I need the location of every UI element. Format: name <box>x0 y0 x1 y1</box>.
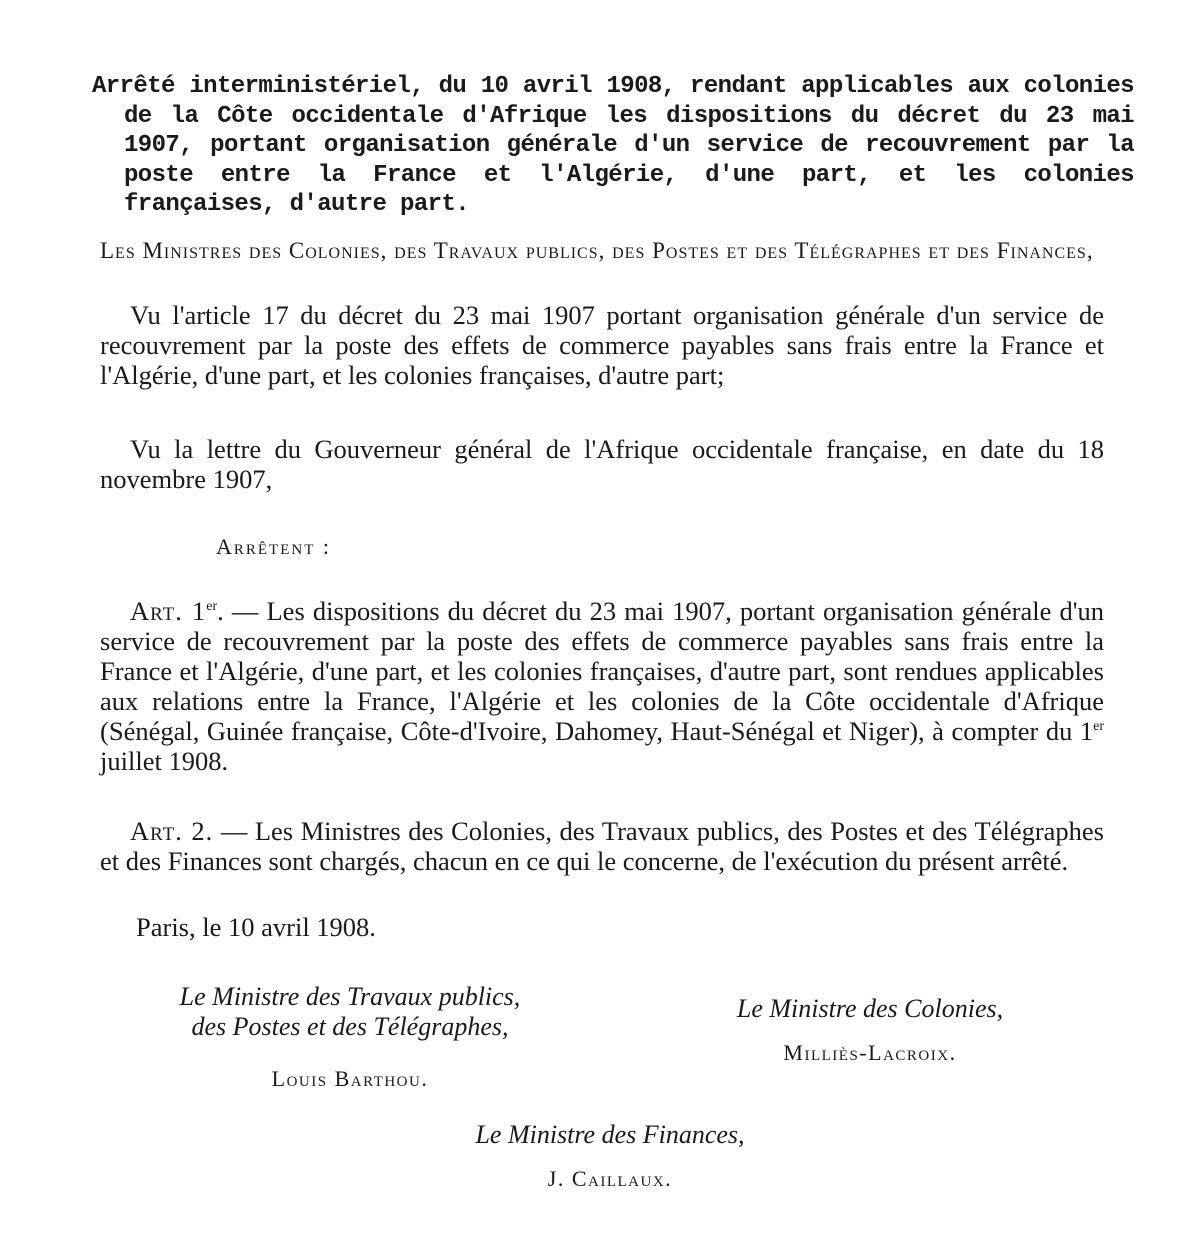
signature-finances-name: J. Caillaux. <box>547 1166 673 1191</box>
signature-colonies <box>660 994 1080 1068</box>
article-1-text-end: juillet 1908. <box>100 746 229 776</box>
preamble-vu-1: Vu l'article 17 du décret du 23 mai 1907 portant organisation générale d'un service de recouvrement par la poste des effets de commerce payables sans frais entre la France et l'Algérie, d'une part, et les colonies françaises, d'autre part; <box>100 300 1104 390</box>
signature-travaux <box>120 982 580 1094</box>
article-1-label-sup: er <box>206 599 218 615</box>
signature-finances-role: Le Ministre des Finances, <box>475 1120 745 1149</box>
article-1-date-sup: er <box>1093 719 1104 735</box>
signature-travaux-name: Louis Barthou. <box>271 1066 429 1091</box>
signature-travaux-role-1: Le Ministre des Travaux publics, <box>179 982 521 1011</box>
article-2-label: Art. 2. <box>130 816 214 846</box>
article-1-label: Art. 1 <box>130 596 207 626</box>
decree-title: Arrêté interministériel, du 10 avril 1908, rendant applicables aux colonies de la Côte occidentale d'Afrique les dispositions du décret du 23 mai 1907, portant organisation générale d'un service de recouvrement par la poste entre la France et l'Algérie, d'une part, et les colonies françaises, d'autre part. <box>92 73 1134 218</box>
signature-travaux-role-2: des Postes et des Télégraphes, <box>191 1012 509 1041</box>
signature-colonies-name: Milliès-Lacroix. <box>783 1040 957 1065</box>
article-2 <box>100 816 1104 876</box>
date-line: Paris, le 10 avril 1908. <box>136 912 376 942</box>
article-1 <box>100 596 1104 776</box>
preamble-ministers <box>100 238 1104 264</box>
preamble-vu-2: Vu la lettre du Gouverneur général de l'Afrique occidentale française, en date du 18 novembre 1907, <box>100 434 1104 494</box>
article-2-text: — Les Ministres des Colonies, des Travaux publics, des Postes et des Télégraphes et des Finances sont chargés, chacun en ce qui le concerne, de l'exécution du présent arrêté. <box>100 816 1104 876</box>
ministers-line: Les Ministres des Colonies, des Travaux publics, des Postes et des Télégraphes et des Finances, <box>100 238 1094 263</box>
arretent-heading: Arrêtent : <box>216 534 331 559</box>
article-1-text: . — Les dispositions du décret du 23 mai 1907, portant organisation générale d'un service de recouvrement par la poste des effets de commerce payables sans frais entre la France et l'Algérie, d'une part, et les colonies françaises, d'autre part, sont rendues applicables aux relations entre la France, l'Algérie et les colonies de la Côte occidentale d'Afrique (Sénégal, Guinée française, Côte-d'Ivoire, Dahomey, Haut-Sénégal et Niger), à compter du 1 <box>100 596 1105 746</box>
signature-finances <box>390 1120 830 1194</box>
signature-colonies-role: Le Ministre des Colonies, <box>736 994 1004 1023</box>
